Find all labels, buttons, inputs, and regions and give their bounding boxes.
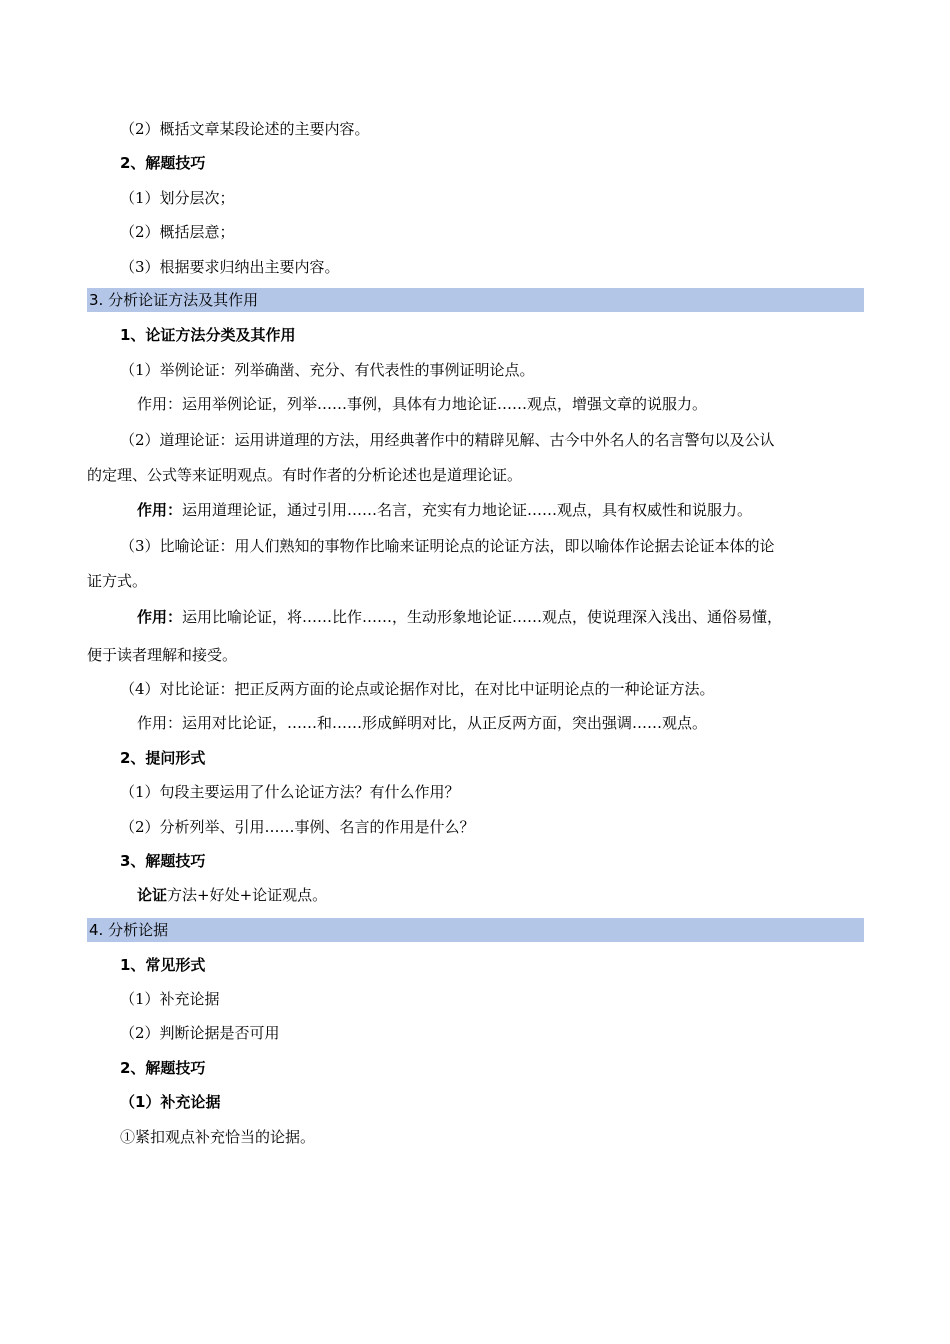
text-line: （3）比喻论证：用人们熟知的事物作比喻来证明论点的论证方法，即以喻体作论据去论证本体的论 <box>120 537 775 555</box>
text-line: （1）补充论据 <box>120 990 220 1008</box>
subheading: （1）补充论据 <box>120 1093 221 1111</box>
subheading: 3、解题技巧 <box>120 852 206 870</box>
label-bold: 论证 <box>137 886 168 904</box>
text-span: 运用道理论证，通过引用……名言，充实有力地论证……观点，具有权威性和说服力。 <box>182 501 753 519</box>
text-line: （1）句段主要运用了什么论证方法？有什么作用？ <box>120 783 460 801</box>
text-line: ①紧扣观点补充恰当的论据。 <box>120 1128 316 1146</box>
text-line: （2）概括文章某段论述的主要内容。 <box>120 120 370 138</box>
text-line: （4）对比论证：把正反两方面的论点或论据作对比，在对比中证明论点的一种论证方法。 <box>120 680 715 698</box>
text-line: （2）道理论证：运用讲道理的方法，用经典著作中的精辟见解、古今中外名人的名言警句以及公认 <box>120 431 775 449</box>
section-heading-4: 4. 分析论据 <box>89 921 169 939</box>
text-line <box>137 500 752 520</box>
text-line: 作用：运用举例论证，列举……事例，具体有力地论证……观点，增强文章的说服力。 <box>137 395 708 413</box>
text-line: 便于读者理解和接受。 <box>87 646 238 664</box>
text-line <box>137 885 327 905</box>
text-span: 方法+好处+论证观点。 <box>167 886 328 904</box>
subheading: 1、常见形式 <box>120 956 206 974</box>
text-line: （2）分析列举、引用……事例、名言的作用是什么？ <box>120 818 475 836</box>
text-line: （2）判断论据是否可用 <box>120 1024 280 1042</box>
text-line: 证方式。 <box>87 572 148 590</box>
text-line: （2）概括层意； <box>120 223 235 241</box>
subheading: 2、提问形式 <box>120 749 206 767</box>
label-bold: 作用： <box>137 501 183 519</box>
text-line: 的定理、公式等来证明观点。有时作者的分析论述也是道理论证。 <box>87 466 523 484</box>
subheading: 1、论证方法分类及其作用 <box>120 326 296 344</box>
text-line: （3）根据要求归纳出主要内容。 <box>120 258 340 276</box>
subheading: 2、解题技巧 <box>120 154 206 172</box>
subheading: 2、解题技巧 <box>120 1059 206 1077</box>
text-line: 作用：运用对比论证，……和……形成鲜明对比，从正反两方面，突出强调……观点。 <box>137 714 708 732</box>
text-line: （1）划分层次； <box>120 189 235 207</box>
text-line: （1）举例论证：列举确凿、充分、有代表性的事例证明论点。 <box>120 361 535 379</box>
text-span: 运用比喻论证，将……比作……，生动形象地论证……观点，使说理深入浅出、通俗易懂， <box>182 608 783 626</box>
section-heading-band <box>87 918 864 942</box>
label-bold: 作用： <box>137 608 183 626</box>
section-heading-3: 3. 分析论证方法及其作用 <box>89 291 259 309</box>
text-line <box>137 607 782 627</box>
